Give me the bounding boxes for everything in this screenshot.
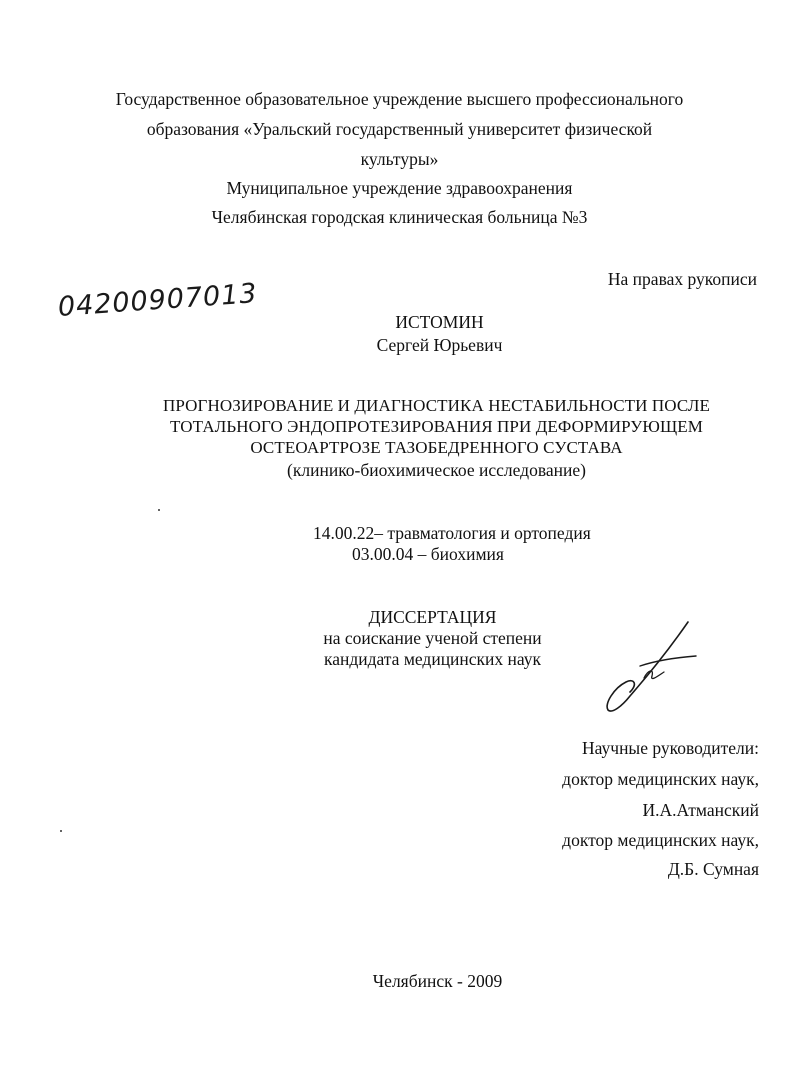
handwritten-registration-number: 04200907013 (56, 278, 259, 323)
author-name: Сергей Юрьевич (376, 335, 503, 355)
supervisor-1-name: И.А.Атманский (642, 800, 759, 820)
supervisor-2-name: Д.Б. Сумная (667, 859, 759, 879)
title-line-1: ПРОГНОЗИРОВАНИЕ И ДИАГНОСТИКА НЕСТАБИЛЬНОСТИ ПОСЛЕ (163, 396, 710, 415)
author-surname: ИСТОМИН (395, 312, 484, 332)
title-line-2: ТОТАЛЬНОГО ЭНДОПРОТЕЗИРОВАНИЯ ПРИ ДЕФОРМИРУЮЩЕМ (170, 417, 703, 436)
institution-line-4: Муниципальное учреждение здравоохранения (226, 178, 573, 198)
supervisors-heading: Научные руководители: (582, 738, 759, 758)
title-subtitle: (клинико-биохимическое исследование) (287, 460, 586, 480)
specialty-line-2: 03.00.04 – биохимия (352, 544, 504, 564)
handwritten-signature (600, 618, 710, 718)
dissertation-line-1: на соискание ученой степени (323, 628, 542, 648)
institution-line-2: образования «Уральский государственный университет физической (146, 119, 653, 139)
institution-line-5: Челябинская городская клиническая больница №3 (211, 207, 588, 227)
institution-line-3: культуры» (360, 149, 439, 169)
rights-note: На правах рукописи (607, 269, 757, 289)
scan-speck (60, 830, 62, 832)
specialty-line-1: 14.00.22– травматология и ортопедия (313, 523, 591, 543)
institution-line-1: Государственное образовательное учреждение высшего профессионального (115, 89, 684, 109)
dissertation-line-2: кандидата медицинских наук (323, 649, 542, 669)
scan-speck (158, 509, 160, 511)
supervisor-1-degree: доктор медицинских наук, (562, 769, 759, 789)
title-line-3: ОСТЕОАРТРОЗЕ ТАЗОБЕДРЕННОГО СУСТАВА (250, 438, 623, 457)
city-year: Челябинск - 2009 (372, 971, 503, 991)
dissertation-heading: ДИССЕРТАЦИЯ (368, 607, 497, 627)
supervisor-2-degree: доктор медицинских наук, (562, 830, 759, 850)
